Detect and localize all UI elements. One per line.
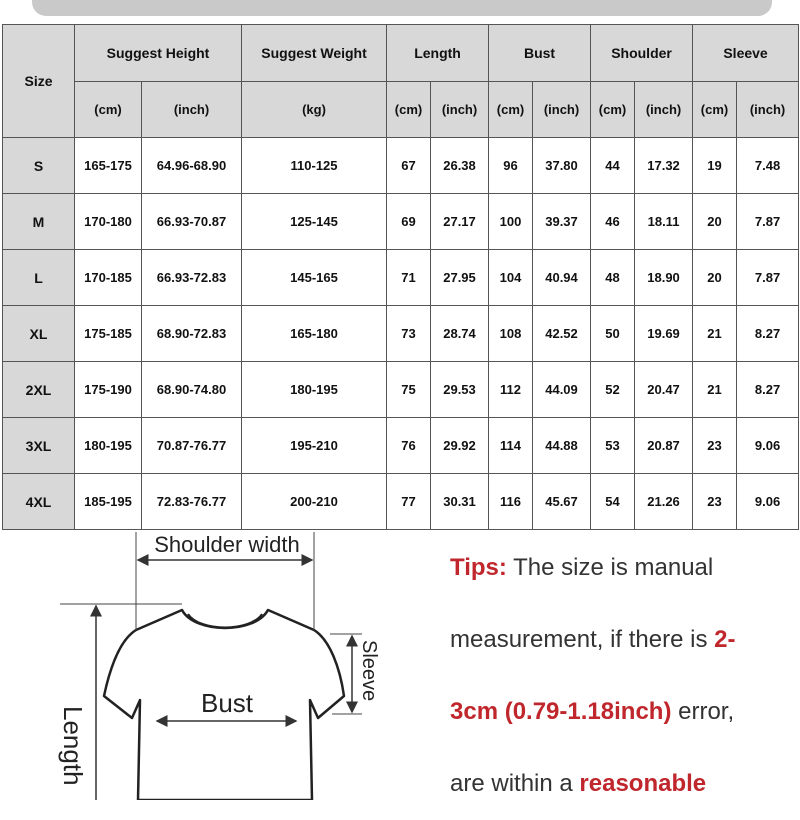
length-cm-cell: 69 [387, 194, 431, 250]
table-row [3, 306, 799, 362]
height-cm-cell: 175-190 [75, 362, 142, 418]
unit-cm: (cm) [489, 82, 533, 138]
shoulder-cm-cell: 53 [591, 418, 635, 474]
tips-line-2: measurement, if there is 2- [450, 626, 736, 653]
shoulder-inch-cell: 19.69 [635, 306, 693, 362]
shoulder-cm-cell: 52 [591, 362, 635, 418]
length-cm-cell: 67 [387, 138, 431, 194]
bust-inch-cell: 44.88 [533, 418, 591, 474]
size-cell: 2XL [3, 362, 75, 418]
sleeve-inch-cell: 7.87 [737, 250, 799, 306]
height-inch-cell: 68.90-74.80 [142, 362, 242, 418]
bust-label: Bust [200, 688, 254, 718]
length-inch-cell: 27.95 [431, 250, 489, 306]
unit-inch: (inch) [142, 82, 242, 138]
shoulder-cm-cell: 46 [591, 194, 635, 250]
unit-inch: (inch) [635, 82, 693, 138]
height-inch-cell: 64.96-68.90 [142, 138, 242, 194]
shoulder-inch-cell: 20.47 [635, 362, 693, 418]
unit-cm: (cm) [75, 82, 142, 138]
size-cell: S [3, 138, 75, 194]
table-row [3, 138, 799, 194]
size-chart-table [2, 24, 799, 530]
bust-inch-cell: 44.09 [533, 362, 591, 418]
shoulder-cm-cell: 44 [591, 138, 635, 194]
weight-cell: 125-145 [242, 194, 387, 250]
shoulder-inch-cell: 21.26 [635, 474, 693, 530]
sleeve-header: Sleeve [693, 25, 799, 82]
weight-cell: 195-210 [242, 418, 387, 474]
bust-cm-cell: 104 [489, 250, 533, 306]
unit-kg: (kg) [242, 82, 387, 138]
height-cm-cell: 175-185 [75, 306, 142, 362]
height-inch-cell: 70.87-76.77 [142, 418, 242, 474]
bust-inch-cell: 45.67 [533, 474, 591, 530]
shoulder-inch-cell: 17.32 [635, 138, 693, 194]
height-cm-cell: 180-195 [75, 418, 142, 474]
bust-cm-cell: 112 [489, 362, 533, 418]
length-cm-cell: 71 [387, 250, 431, 306]
weight-cell: 165-180 [242, 306, 387, 362]
bust-inch-cell: 42.52 [533, 306, 591, 362]
unit-cm: (cm) [693, 82, 737, 138]
shoulder-cm-cell: 54 [591, 474, 635, 530]
weight-cell: 200-210 [242, 474, 387, 530]
shoulder-inch-cell: 20.87 [635, 418, 693, 474]
tshirt-measurement-diagram [0, 528, 430, 800]
bust-inch-cell: 37.80 [533, 138, 591, 194]
height-inch-cell: 66.93-70.87 [142, 194, 242, 250]
size-cell: M [3, 194, 75, 250]
sleeve-cm-cell: 23 [693, 418, 737, 474]
size-cell: L [3, 250, 75, 306]
unit-inch: (inch) [431, 82, 489, 138]
height-inch-cell: 68.90-72.83 [142, 306, 242, 362]
sleeve-cm-cell: 21 [693, 362, 737, 418]
sleeve-cm-cell: 20 [693, 250, 737, 306]
length-inch-cell: 27.17 [431, 194, 489, 250]
header-row [3, 25, 799, 82]
length-inch-cell: 30.31 [431, 474, 489, 530]
sleeve-inch-cell: 9.06 [737, 474, 799, 530]
sleeve-inch-cell: 7.48 [737, 138, 799, 194]
shoulder-width-label: Shoulder width [154, 532, 300, 557]
shoulder-inch-cell: 18.11 [635, 194, 693, 250]
table-row [3, 362, 799, 418]
length-label: Length [58, 706, 88, 786]
tips-line-3: 3cm (0.79-1.18inch) error, [450, 698, 735, 725]
shoulder-header: Shoulder [591, 25, 693, 82]
bust-cm-cell: 116 [489, 474, 533, 530]
sleeve-cm-cell: 20 [693, 194, 737, 250]
size-cell: XL [3, 306, 75, 362]
unit-row [3, 82, 799, 138]
table-row [3, 474, 799, 530]
length-cm-cell: 77 [387, 474, 431, 530]
sleeve-inch-cell: 8.27 [737, 362, 799, 418]
tips-line-1: Tips: The size is manual [450, 554, 714, 581]
tshirt-collar [188, 614, 262, 628]
height-inch-cell: 66.93-72.83 [142, 250, 242, 306]
sleeve-label: Sleeve [358, 640, 380, 702]
size-cell: 4XL [3, 474, 75, 530]
tips-note [450, 532, 795, 820]
size-header: Size [3, 25, 75, 138]
unit-cm: (cm) [387, 82, 431, 138]
bust-cm-cell: 96 [489, 138, 533, 194]
length-header: Length [387, 25, 489, 82]
length-cm-cell: 75 [387, 362, 431, 418]
unit-inch: (inch) [533, 82, 591, 138]
top-banner-bar [32, 0, 772, 16]
weight-cell: 110-125 [242, 138, 387, 194]
sleeve-inch-cell: 8.27 [737, 306, 799, 362]
length-inch-cell: 29.92 [431, 418, 489, 474]
weight-cell: 145-165 [242, 250, 387, 306]
size-cell: 3XL [3, 418, 75, 474]
bust-inch-cell: 40.94 [533, 250, 591, 306]
unit-cm: (cm) [591, 82, 635, 138]
table-row [3, 418, 799, 474]
height-header: Suggest Height [75, 25, 242, 82]
sleeve-inch-cell: 9.06 [737, 418, 799, 474]
tips-line-4: are within a reasonable [450, 770, 707, 797]
length-inch-cell: 28.74 [431, 306, 489, 362]
sleeve-cm-cell: 23 [693, 474, 737, 530]
length-inch-cell: 29.53 [431, 362, 489, 418]
bust-inch-cell: 39.37 [533, 194, 591, 250]
sleeve-cm-cell: 19 [693, 138, 737, 194]
length-cm-cell: 76 [387, 418, 431, 474]
height-cm-cell: 165-175 [75, 138, 142, 194]
length-cm-cell: 73 [387, 306, 431, 362]
bust-cm-cell: 108 [489, 306, 533, 362]
height-cm-cell: 170-185 [75, 250, 142, 306]
unit-inch: (inch) [737, 82, 799, 138]
sleeve-cm-cell: 21 [693, 306, 737, 362]
shoulder-inch-cell: 18.90 [635, 250, 693, 306]
height-inch-cell: 72.83-76.77 [142, 474, 242, 530]
shoulder-cm-cell: 48 [591, 250, 635, 306]
height-cm-cell: 170-180 [75, 194, 142, 250]
shoulder-cm-cell: 50 [591, 306, 635, 362]
bust-cm-cell: 100 [489, 194, 533, 250]
tips-label: Tips: [450, 554, 507, 581]
table-row [3, 194, 799, 250]
sleeve-inch-cell: 7.87 [737, 194, 799, 250]
bust-header: Bust [489, 25, 591, 82]
length-inch-cell: 26.38 [431, 138, 489, 194]
table-row [3, 250, 799, 306]
bust-cm-cell: 114 [489, 418, 533, 474]
weight-header: Suggest Weight [242, 25, 387, 82]
weight-cell: 180-195 [242, 362, 387, 418]
height-cm-cell: 185-195 [75, 474, 142, 530]
